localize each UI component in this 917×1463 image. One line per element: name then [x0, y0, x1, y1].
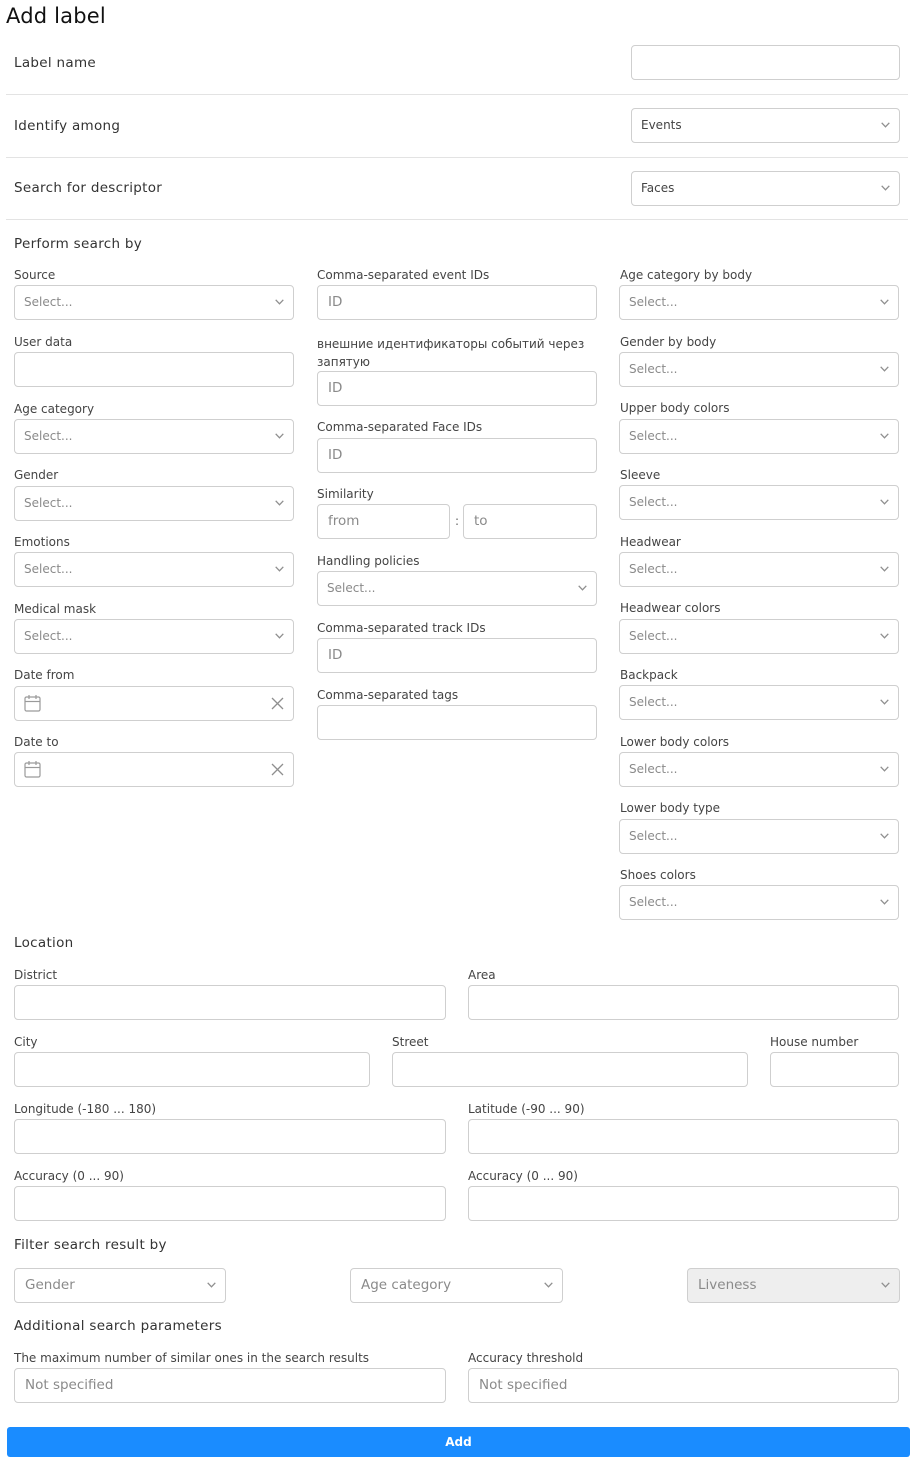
sleeve-placeholder: Select...	[629, 495, 678, 509]
filter-title: Filter search result by	[14, 1237, 167, 1253]
chevron-down-icon	[880, 366, 889, 372]
sleeve-select[interactable]	[619, 485, 899, 520]
add-button[interactable]: Add	[7, 1427, 910, 1457]
longitude-input[interactable]	[14, 1119, 446, 1154]
upper-body-colors-label: Upper body colors	[620, 401, 730, 415]
accuracy-threshold-label: Accuracy threshold	[468, 1351, 584, 1365]
event-ids-input[interactable]	[317, 285, 597, 320]
label-name-input[interactable]	[631, 45, 900, 80]
filter-gender-placeholder: Gender	[25, 1277, 75, 1293]
chevron-down-icon	[880, 766, 889, 772]
label-name-label: Label name	[14, 55, 96, 71]
upper-body-colors-select[interactable]	[619, 419, 899, 454]
chevron-down-icon	[544, 1282, 553, 1288]
accuracy-lat-input[interactable]	[468, 1186, 899, 1221]
chevron-down-icon	[880, 633, 889, 639]
chevron-down-icon	[880, 899, 889, 905]
source-placeholder: Select...	[24, 295, 73, 309]
chevron-down-icon	[275, 566, 284, 572]
source-select[interactable]	[14, 285, 294, 320]
perform-search-title: Perform search by	[14, 236, 143, 252]
chevron-down-icon	[880, 699, 889, 705]
additional-title: Additional search parameters	[14, 1318, 222, 1334]
face-ids-placeholder: ID	[328, 447, 343, 463]
medical-mask-label: Medical mask	[14, 602, 97, 616]
sleeve-label: Sleeve	[620, 468, 661, 482]
upper-body-colors-placeholder: Select...	[629, 429, 678, 443]
date-from-label: Date from	[14, 668, 75, 682]
age-category-label: Age category	[14, 402, 95, 416]
source-label: Source	[14, 268, 56, 282]
gender-by-body-select[interactable]	[619, 352, 899, 387]
location-title: Location	[14, 935, 74, 951]
chevron-down-icon	[880, 566, 889, 572]
gender-select[interactable]	[14, 486, 294, 521]
search-descriptor-select[interactable]	[631, 171, 900, 206]
latitude-input[interactable]	[468, 1119, 899, 1154]
headwear-colors-select[interactable]	[619, 619, 899, 654]
lower-body-colors-placeholder: Select...	[629, 762, 678, 776]
emotions-label: Emotions	[14, 535, 70, 549]
medical-mask-placeholder: Select...	[24, 629, 73, 643]
chevron-down-icon	[880, 833, 889, 839]
area-input[interactable]	[468, 985, 899, 1020]
backpack-placeholder: Select...	[629, 695, 678, 709]
handling-policies-placeholder: Select...	[327, 581, 376, 595]
date-to-picker[interactable]	[14, 752, 294, 787]
similarity-label: Similarity	[317, 487, 374, 501]
similarity-from-input[interactable]	[317, 504, 450, 539]
area-label: Area	[468, 968, 496, 982]
backpack-select[interactable]	[619, 685, 899, 720]
longitude-label: Longitude (-180 ... 180)	[14, 1102, 157, 1116]
shoes-colors-select[interactable]	[619, 885, 899, 920]
external-ids-input[interactable]	[317, 371, 597, 406]
lower-body-colors-label: Lower body colors	[620, 735, 730, 749]
emotions-placeholder: Select...	[24, 562, 73, 576]
identify-among-label: Identify among	[14, 118, 121, 134]
date-from-picker[interactable]	[14, 686, 294, 721]
latitude-label: Latitude (-90 ... 90)	[468, 1102, 585, 1116]
filter-age-category-placeholder: Age category	[361, 1277, 452, 1293]
clear-icon[interactable]	[271, 697, 284, 710]
district-label: District	[14, 968, 58, 982]
age-by-body-placeholder: Select...	[629, 295, 678, 309]
max-similar-placeholder: Not specified	[25, 1377, 114, 1393]
lower-body-type-select[interactable]	[619, 819, 899, 854]
search-descriptor-value: Faces	[641, 181, 675, 195]
headwear-colors-placeholder: Select...	[629, 629, 678, 643]
age-by-body-label: Age category by body	[620, 268, 753, 282]
chevron-down-icon	[880, 299, 889, 305]
external-ids-label: внешние идентификаторы событий через запятую	[317, 337, 585, 369]
accuracy-lon-input[interactable]	[14, 1186, 446, 1221]
filter-gender-select[interactable]	[14, 1268, 226, 1303]
divider	[6, 219, 908, 220]
divider	[6, 157, 908, 158]
event-ids-label: Comma-separated event IDs	[317, 268, 490, 282]
chevron-down-icon	[275, 633, 284, 639]
medical-mask-select[interactable]	[14, 619, 294, 654]
chevron-down-icon	[207, 1282, 216, 1288]
gender-by-body-label: Gender by body	[620, 335, 717, 349]
age-by-body-select[interactable]	[619, 285, 899, 320]
divider	[6, 94, 908, 95]
handling-policies-label: Handling policies	[317, 554, 420, 568]
face-ids-input[interactable]	[317, 438, 597, 473]
filter-age-category-select[interactable]	[350, 1268, 563, 1303]
event-ids-placeholder: ID	[328, 294, 343, 310]
user-data-input[interactable]	[14, 352, 294, 387]
emotions-select[interactable]	[14, 552, 294, 587]
calendar-icon	[24, 694, 41, 712]
district-input[interactable]	[14, 985, 446, 1020]
age-category-placeholder: Select...	[24, 429, 73, 443]
similarity-to-placeholder: to	[474, 513, 488, 529]
age-category-select[interactable]	[14, 419, 294, 454]
clear-icon[interactable]	[271, 763, 284, 776]
identify-among-value: Events	[641, 118, 682, 132]
track-ids-label: Comma-separated track IDs	[317, 621, 486, 635]
similarity-separator: :	[455, 514, 460, 528]
max-similar-input[interactable]	[14, 1368, 446, 1403]
gender-placeholder: Select...	[24, 496, 73, 510]
chevron-down-icon	[880, 433, 889, 439]
backpack-label: Backpack	[620, 668, 678, 682]
max-similar-label: The maximum number of similar ones in the search results	[14, 1351, 370, 1365]
page-title: Add label	[6, 4, 106, 28]
accuracy-threshold-placeholder: Not specified	[479, 1377, 568, 1393]
lower-body-colors-select[interactable]	[619, 752, 899, 787]
similarity-to-input[interactable]	[463, 504, 597, 539]
chevron-down-icon	[881, 1282, 890, 1288]
track-ids-input[interactable]	[317, 638, 597, 673]
handling-policies-select[interactable]	[317, 571, 597, 606]
city-input[interactable]	[14, 1052, 370, 1087]
chevron-down-icon	[275, 433, 284, 439]
track-ids-placeholder: ID	[328, 647, 343, 663]
date-to-label: Date to	[14, 735, 59, 749]
headwear-placeholder: Select...	[629, 562, 678, 576]
house-number-label: House number	[770, 1035, 859, 1049]
user-data-label: User data	[14, 335, 73, 349]
headwear-colors-label: Headwear colors	[620, 601, 721, 615]
face-ids-label: Comma-separated Face IDs	[317, 420, 483, 434]
tags-label: Comma-separated tags	[317, 688, 459, 702]
headwear-select[interactable]	[619, 552, 899, 587]
street-label: Street	[392, 1035, 429, 1049]
filter-liveness-select	[687, 1268, 900, 1303]
city-label: City	[14, 1035, 38, 1049]
street-input[interactable]	[392, 1052, 748, 1087]
calendar-icon	[24, 760, 41, 778]
lower-body-type-label: Lower body type	[620, 801, 721, 815]
shoes-colors-placeholder: Select...	[629, 895, 678, 909]
accuracy-lon-label: Accuracy (0 ... 90)	[14, 1169, 124, 1183]
tags-input[interactable]	[317, 705, 597, 740]
chevron-down-icon	[275, 299, 284, 305]
gender-label: Gender	[14, 468, 59, 482]
lower-body-type-placeholder: Select...	[629, 829, 678, 843]
house-number-input[interactable]	[770, 1052, 899, 1087]
accuracy-threshold-input[interactable]	[468, 1368, 899, 1403]
shoes-colors-label: Shoes colors	[620, 868, 696, 882]
search-descriptor-label: Search for descriptor	[14, 180, 163, 196]
gender-by-body-placeholder: Select...	[629, 362, 678, 376]
accuracy-lat-label: Accuracy (0 ... 90)	[468, 1169, 578, 1183]
headwear-label: Headwear	[620, 535, 681, 549]
chevron-down-icon	[881, 185, 890, 191]
chevron-down-icon	[881, 122, 890, 128]
filter-liveness-placeholder: Liveness	[698, 1277, 757, 1293]
chevron-down-icon	[880, 499, 889, 505]
external-ids-placeholder: ID	[328, 380, 343, 396]
similarity-from-placeholder: from	[328, 513, 360, 529]
chevron-down-icon	[578, 585, 587, 591]
chevron-down-icon	[275, 500, 284, 506]
identify-among-select[interactable]	[631, 108, 900, 143]
